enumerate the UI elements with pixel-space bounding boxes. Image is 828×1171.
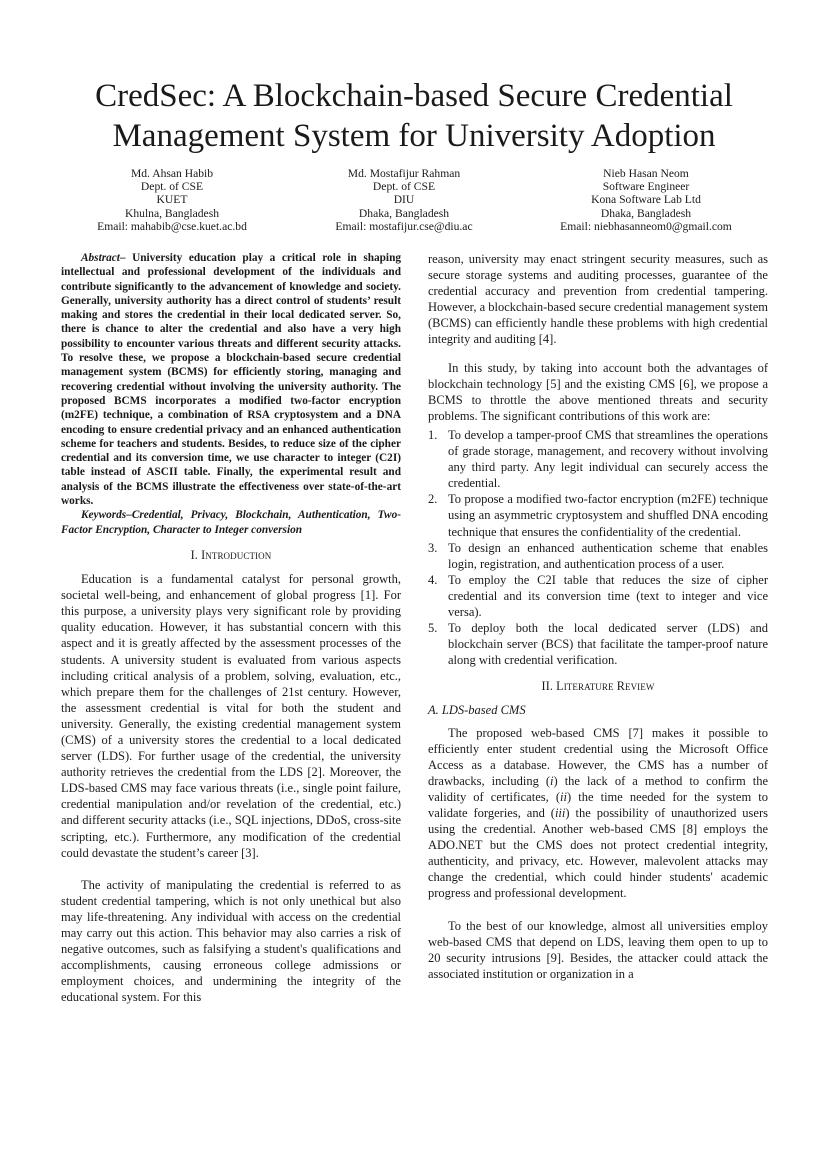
text-run: ) the possibility of unauthorized users using the credential. Another web-based CMS [8] employs the ADO.NET but the CMS does not protect credential integrity, authenticity, and privacy, etc. However, malevolent attacks may change the credential, which could hinder students' academic progress and professional development.	[428, 806, 768, 901]
list-number: 3.	[428, 540, 438, 555]
author-org: DIU	[393, 193, 415, 207]
text-run: ) the time needed for the system to validate forgeries, and (	[428, 789, 768, 820]
left-column	[61, 251, 401, 1005]
section-title: Introduction	[201, 547, 272, 562]
paper-title	[60, 76, 768, 156]
section-number: I.	[190, 547, 202, 562]
literature-paragraph-1	[428, 725, 768, 902]
roman-numeral: iii	[554, 806, 566, 820]
author-dept: Dept. of CSE	[140, 180, 204, 194]
section-title: Literature Review	[556, 679, 655, 694]
section-number: II.	[541, 679, 557, 694]
list-number: 1.	[428, 427, 438, 442]
literature-paragraph-2: To the best of our knowledge, almost all universities employ web-based CMS that depend on LDS, leaving them open to up to 20 security intrusions [9]. Besides, the attacker could attack the associated institution or organization in a	[428, 918, 768, 981]
list-text: To develop a tamper-proof CMS that streamlines the operations of grade storage, management, and recovery without involving any third party. Any legit individual can securely access the credential.	[448, 427, 768, 491]
list-item	[428, 540, 768, 572]
author-email: Email: niebhasanneom0@gmail.com	[560, 219, 732, 233]
author-name: Md. Mostafijur Rahman	[347, 167, 461, 180]
intro-paragraph-4: In this study, by taking into account both the advantages of blockchain technology [5] and the existing CMS [6], we propose a BCMS to throttle the above mentioned threats and security problems. The significant contributions of this work are:	[428, 360, 768, 423]
author-location: Khulna, Bangladesh	[124, 206, 220, 220]
abstract	[61, 251, 401, 508]
roman-numeral: ii	[560, 789, 567, 804]
paragraph-spacer	[61, 861, 401, 877]
author-location: Dhaka, Bangladesh	[358, 206, 450, 220]
list-text: To deploy both the local dedicated server (LDS) and blockchain server (BCS) that facilitate the tamper-proof nature along with credential verification.	[448, 621, 768, 668]
list-number: 4.	[428, 572, 438, 587]
author-org: KUET	[156, 193, 188, 207]
title-line-1: CredSec: A Blockchain-based Secure Credential	[95, 78, 733, 114]
author-dept: Dept. of CSE	[372, 180, 436, 194]
author-1	[62, 167, 282, 233]
author-block	[62, 167, 766, 233]
author-3	[526, 167, 766, 233]
list-text: To design an enhanced authentication scheme that enables login, registration, and authentication process of a user.	[448, 540, 768, 571]
title-line-2: Management System for University Adoption	[112, 118, 716, 154]
subsection-heading: A. LDS-based CMS	[428, 703, 526, 718]
intro-paragraph-1: Education is a fundamental catalyst for personal growth, societal well-being, and enhancement of global progress [1]. For this purpose, a university plays very significant role by providing quality education. However, it has substantial concern with this aspect and it is greatly affected by the assessment processes of the students. A university student is evaluated from various aspects including critical analysis of a problem, solving, evaluation, etc., which prepare them for the challenges of 21st century. However, the assessment credential is vital for both the student and university. Generally, the existing credential management system (CMS) of a university stores the credential to a local dedicated server (LDS). For further usage of the credential, the university authority retrieves the credential from the LDS [2]. Moreover, the LDS-based CMS may face various threats (i.e., single point failure, credential manipulation and/or revelation of the credential, etc.) and different security attacks (i.e., SQL injections, DDoS, cross-site scripting, etc.). Furthermore, any modification of the credential could devastate the student’s career [3].	[61, 572, 401, 860]
abstract-label: Abstract	[81, 252, 120, 264]
author-location: Dhaka, Bangladesh	[600, 206, 692, 220]
abstract-text: – University education play a critical role in shaping intellectual and professional development of the individuals and contribute significantly to the advancement of knowledge and society. Generally, university authority has a direct control of students’ result making and stores the credential in their local dedicated server. So, there is chance to alter the credential and also have a very high possibility to encounter various threats and different security attacks. To resolve these, we propose a blockchain-based secure credential management system (BCMS) for efficiently storing, managing and recovering credential without involving the university authority. The proposed BCMS incorporates a modified two-factor encryption (m2FE) technique, a combination of RSA cryptosystem and a DNA encoding to ensure credential privacy and an enhanced authentication scheme for teachers and students. Besides, to reduce size of the cipher credential and its conversion time, we use character to integer (C2I) table instead of ASCII table. Finally, the experimental result and analysis of the BCMS illustrate the effectiveness over state-of-the-art works.	[61, 252, 401, 508]
list-number: 2.	[428, 492, 438, 507]
list-item	[428, 572, 768, 620]
text-run: The proposed web-based CMS [7] makes it possible to efficiently enter student credential using the Microsoft Office Access as a database. However, the CMS has a number of drawbacks, including (	[428, 725, 768, 788]
section-heading-introduction	[61, 547, 401, 563]
intro-paragraph-2: The activity of manipulating the credential is referred to as student credential tampering, which is not only unethical but also may life-threatening. Any individual with access on the credential may carry out this action. This behavior may also carries a risk of negative outcomes, such as falsifying a student's qualifications and accomplishments, causing erroneous college admissions or employment choices, and undermining the integrity of the educational system. For this	[61, 877, 401, 1005]
roman-numeral: i	[550, 773, 554, 788]
paragraph-spacer	[428, 902, 768, 918]
author-name: Nieb Hasan Neom	[603, 167, 689, 180]
keywords: Keywords–Credential, Privacy, Blockchain, Authentication, Two-Factor Encryption, Character to Integer conversion	[61, 509, 401, 536]
author-org: Kona Software Lab Ltd	[591, 193, 701, 207]
list-item	[428, 491, 768, 539]
list-item	[428, 620, 768, 668]
paragraph-spacer	[428, 348, 768, 360]
list-text: To propose a modified two-factor encryption (m2FE) technique using an asymmetric cryptosystem and shuffled DNA encoding technique that ensures the confidentiality of the credential.	[448, 492, 768, 539]
list-text: To employ the C2I table that reduces the size of cipher credential and its conversion time (text to integer and vice versa).	[448, 572, 768, 619]
intro-paragraph-3: reason, university may enact stringent security measures, such as secure storage systems and auditing processes, guarantee of the credential accuracy and prevention from credential tampering. However, a blockchain-based secure credential management system (BCMS) can efficiently handle these problems with high credential integrity and auditing [4].	[428, 252, 768, 347]
author-name: Md. Ahsan Habib	[130, 167, 214, 180]
author-dept: Software Engineer	[602, 180, 690, 194]
text-run: ) the lack of a method to confirm the validity of certificates, (	[428, 773, 768, 804]
list-item	[428, 427, 768, 491]
author-2	[294, 167, 514, 233]
author-email: Email: mostafijur.cse@diu.ac	[335, 219, 473, 233]
right-column	[428, 251, 768, 982]
author-email: Email: mahabib@cse.kuet.ac.bd	[97, 219, 247, 233]
list-number: 5.	[428, 621, 438, 636]
contributions-list	[428, 427, 768, 668]
section-heading-literature-review	[428, 678, 768, 694]
